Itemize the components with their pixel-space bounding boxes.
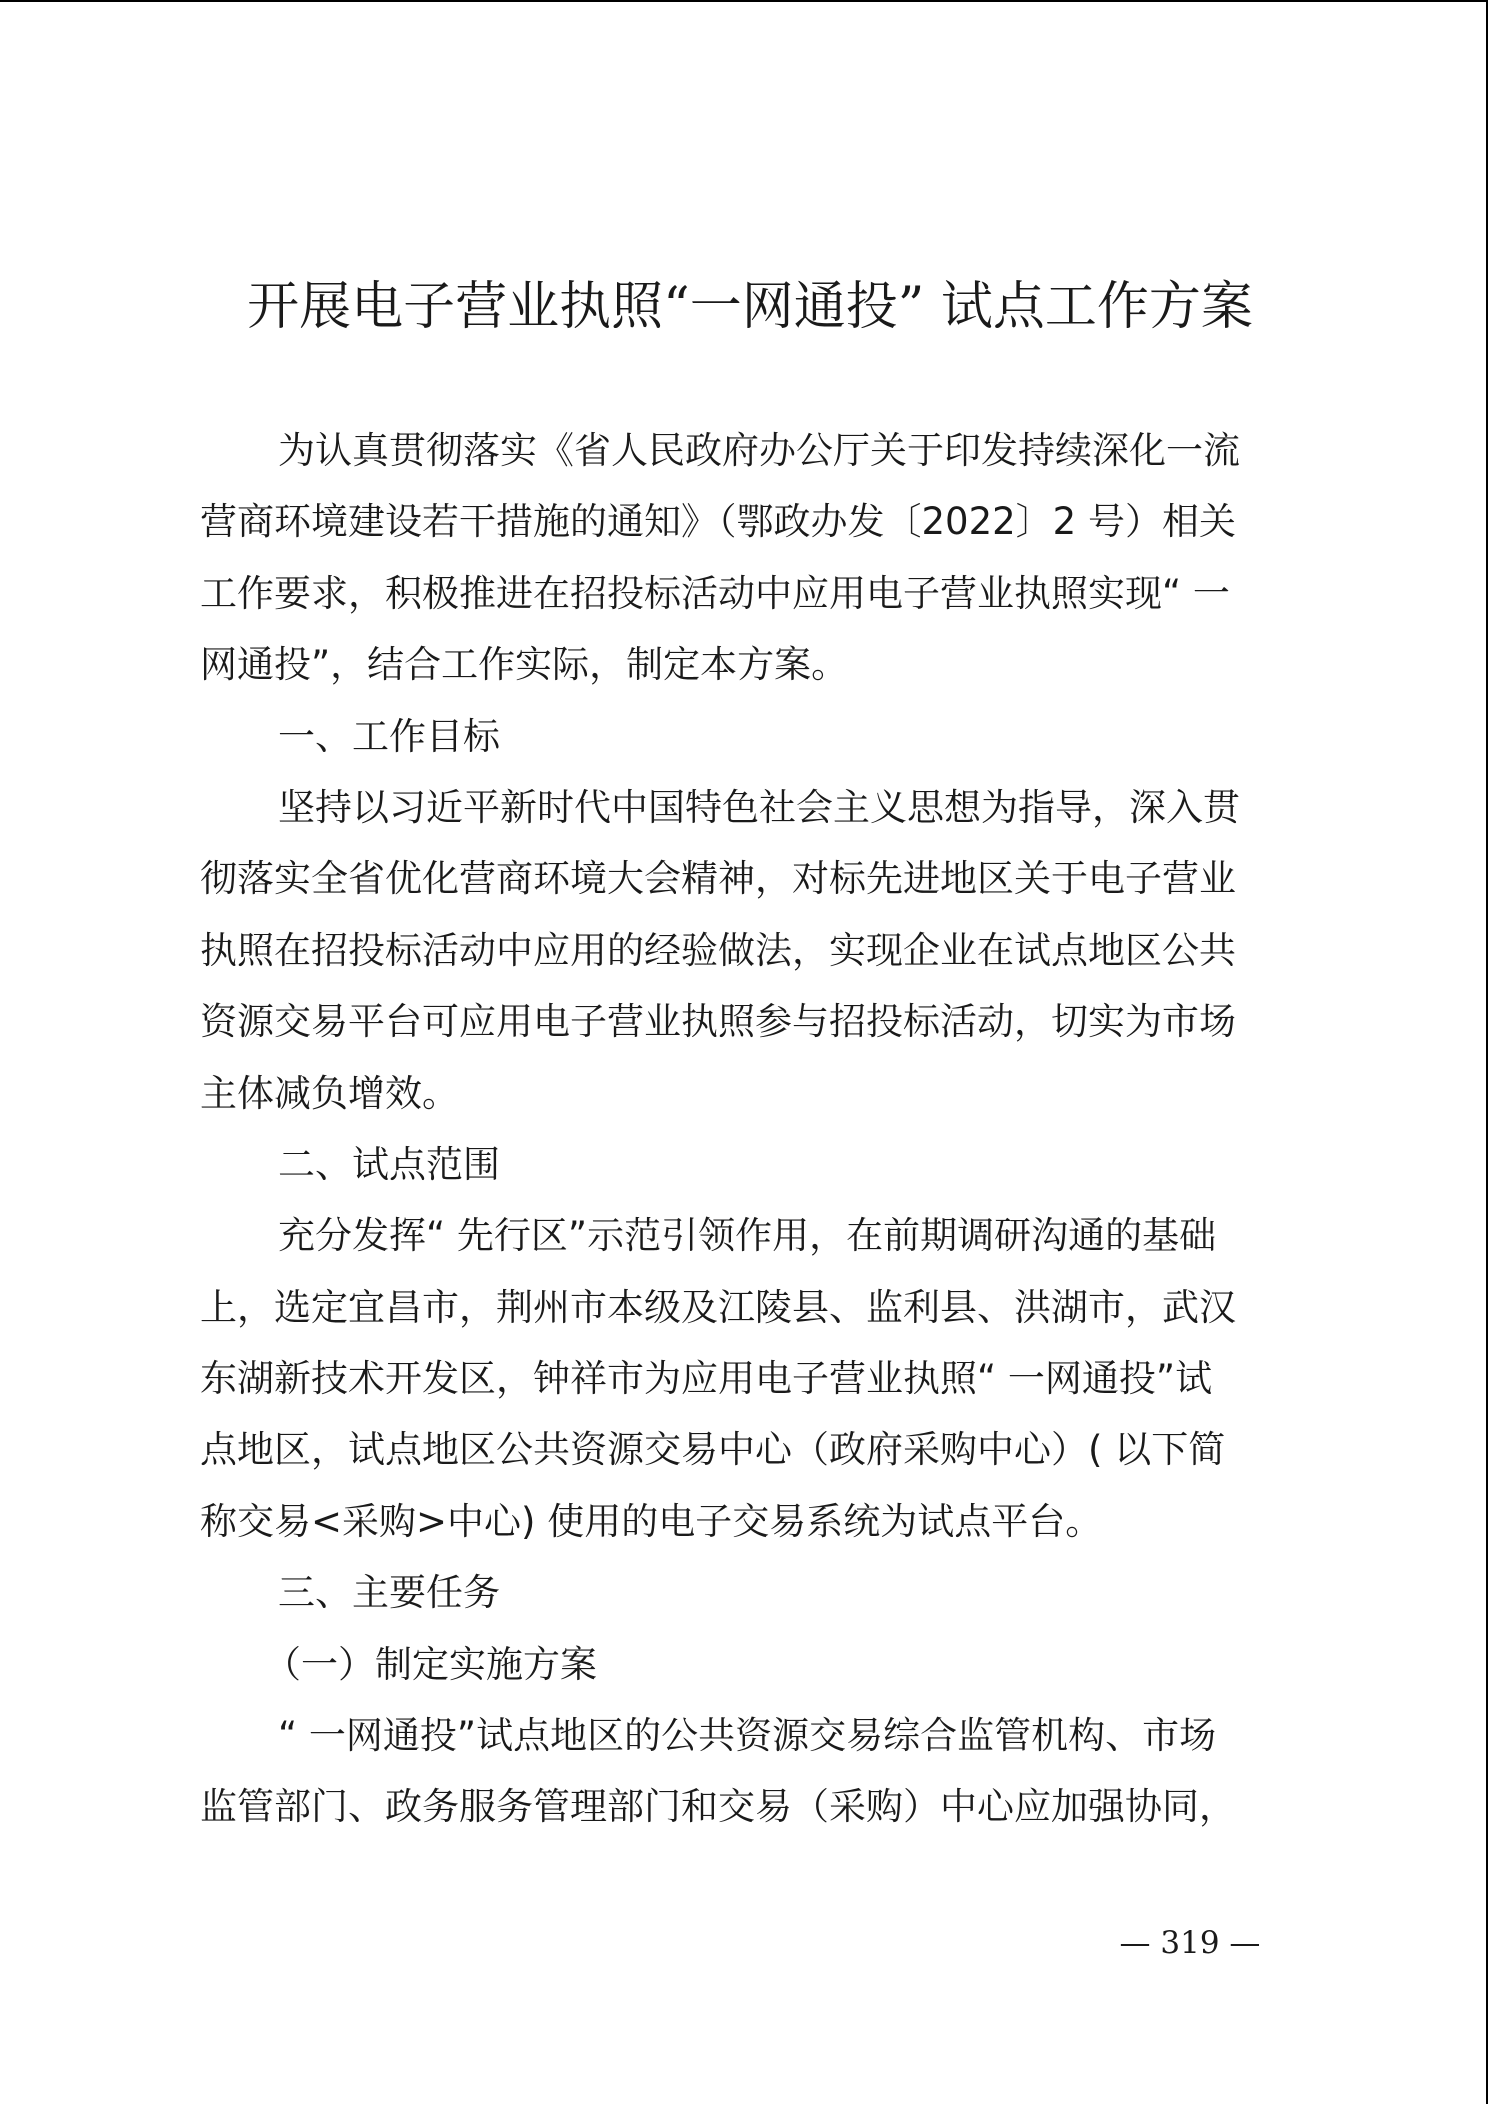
body-line: 网通投”，结合工作实际，制定本方案。 [200,643,849,687]
body-line: 点地区，试点地区公共资源交易中心（政府采购中心）( 以下简 [200,1428,1226,1472]
document-title: 开展电子营业执照“一网通投” 试点工作方案 [247,277,1253,337]
body-line: 充分发挥“ 先行区”示范引领作用，在前期调研沟通的基础 [278,1214,1217,1258]
document-body [200,415,1305,1843]
section-heading-2: 二、试点范围 [278,1142,500,1186]
section-heading-1: 一、工作目标 [278,714,500,758]
subsection-heading-1: （一）制定实施方案 [264,1642,597,1686]
body-line: 上，选定宜昌市，荆州市本级及江陵县、监利县、洪湖市，武汉 [200,1285,1236,1329]
body-line: 营商环境建设若干措施的通知》（鄂政办发〔2022〕2 号）相关 [200,500,1236,544]
body-line: 执照在招投标活动中应用的经验做法，实现企业在试点地区公共 [200,928,1236,972]
body-line: 工作要求，积极推进在招投标活动中应用电子营业执照实现“ 一 [200,571,1230,615]
body-line: 为认真贯彻落实《省人民政府办公厅关于印发持续深化一流 [278,429,1240,472]
body-line: 主体减负增效。 [200,1071,459,1115]
body-line: 彻落实全省优化营商环境大会精神，对标先进地区关于电子营业 [200,857,1236,901]
body-line: 监管部门、政务服务管理部门和交易（采购）中心应加强协同， [200,1785,1236,1829]
body-line: “ 一网通投”试点地区的公共资源交易综合监管机构、市场 [278,1714,1217,1758]
section-heading-3: 三、主要任务 [278,1571,500,1615]
body-line: 坚持以习近平新时代中国特色社会主义思想为指导，深入贯 [278,785,1240,829]
body-line: 称交易<采购>中心) 使用的电子交易系统为试点平台。 [200,1499,1103,1543]
body-line: 东湖新技术开发区，钟祥市为应用电子营业执照“ 一网通投”试 [200,1357,1213,1401]
body-line: 资源交易平台可应用电子营业执照参与招投标活动，切实为市场 [200,1000,1236,1044]
page-border-top [0,0,1488,2]
page-number: — 319 — [1119,1925,1261,1961]
